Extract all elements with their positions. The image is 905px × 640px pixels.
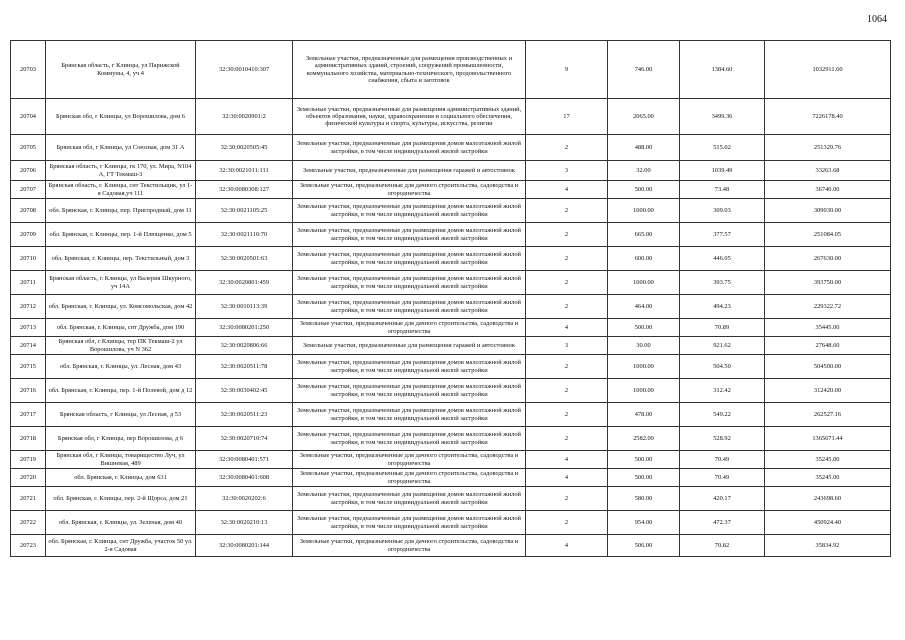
table-row	[11, 427, 891, 451]
row-number-cell: 20716	[11, 379, 46, 403]
area-cell: 506.00	[608, 535, 680, 557]
cadastral-value-cell: 35245.00	[765, 451, 891, 469]
group-number-cell: 9	[526, 41, 608, 99]
area-cell: 600.00	[608, 247, 680, 271]
cadastral-value-cell: 251329.76	[765, 135, 891, 161]
group-number-cell: 2	[526, 199, 608, 223]
address-cell: обл. Брянская, г. Клинцы, пер. 1-й Плющенко, дом 5	[46, 223, 196, 247]
area-cell: 478.00	[608, 403, 680, 427]
row-number-cell: 20707	[11, 181, 46, 199]
area-cell: 32.00	[608, 161, 680, 181]
table-row	[11, 319, 891, 337]
group-number-cell: 4	[526, 451, 608, 469]
area-cell: 2582.00	[608, 427, 680, 451]
table-row	[11, 511, 891, 535]
address-cell: Брянская обл, г Клинцы, ул Союзная, дом 31 А	[46, 135, 196, 161]
group-number-cell: 4	[526, 319, 608, 337]
table-row	[11, 487, 891, 511]
table-row	[11, 99, 891, 135]
cadastral-number-cell: 32:30:0020801:459	[196, 271, 293, 295]
land-use-cell: Земельные участки, предназначенные для дачного строительства, садоводства и огородничества	[293, 469, 526, 487]
area-cell: 665.00	[608, 223, 680, 247]
specific-value-cell: 3499.36	[680, 99, 765, 135]
area-cell: 2065.00	[608, 99, 680, 135]
group-number-cell: 2	[526, 247, 608, 271]
table-row	[11, 135, 891, 161]
row-number-cell: 20703	[11, 41, 46, 99]
row-number-cell: 20714	[11, 337, 46, 355]
cadastral-number-cell: 32:30:0021110:70	[196, 223, 293, 247]
area-cell: 746.00	[608, 41, 680, 99]
group-number-cell: 2	[526, 223, 608, 247]
row-number-cell: 20711	[11, 271, 46, 295]
address-cell: обл. Брянская, г. Клинцы, ул. Лесная, дом 43	[46, 355, 196, 379]
page-number: 1064	[867, 14, 887, 25]
land-use-cell: Земельные участки, предназначенные для размещения административных зданий, объектов образования, науки, здравоохранения и социального обеспечения, физической культуры и спорта, культуры, искусства, религии	[293, 99, 526, 135]
group-number-cell: 4	[526, 535, 608, 557]
cadastral-number-cell: 32:30:0021105:25	[196, 199, 293, 223]
group-number-cell: 2	[526, 511, 608, 535]
cadastral-value-cell: 35245.00	[765, 469, 891, 487]
specific-value-cell: 504.50	[680, 355, 765, 379]
address-cell: обл. Брянская, г. Клинцы, пер. Текстильный, дом 3	[46, 247, 196, 271]
address-cell: обл. Брянская, г. Клинцы, пер. 1-й Полевой, дом д 12	[46, 379, 196, 403]
cadastral-number-cell: 32:30:0020505:45	[196, 135, 293, 161]
land-use-cell: Земельные участки, предназначенные для размещения домов малоэтажной жилой застройки, в том числе индивидуальной жилой застройки	[293, 199, 526, 223]
area-cell: 500.00	[608, 469, 680, 487]
cadastral-number-cell: 32:30:0020501:63	[196, 247, 293, 271]
row-number-cell: 20710	[11, 247, 46, 271]
land-use-cell: Земельные участки, предназначенные для размещения домов малоэтажной жилой застройки, в том числе индивидуальной жилой застройки	[293, 135, 526, 161]
specific-value-cell: 70.49	[680, 469, 765, 487]
cadastral-value-cell: 36740.00	[765, 181, 891, 199]
cadastral-number-cell: 32:30:0020511:78	[196, 355, 293, 379]
cadastral-value-cell: 35445.00	[765, 319, 891, 337]
row-number-cell: 20712	[11, 295, 46, 319]
land-use-cell: Земельные участки, предназначенные для дачного строительства, садоводства и огородничества	[293, 319, 526, 337]
table-row	[11, 355, 891, 379]
address-cell: обл. Брянская, г. Клинцы, дом 631	[46, 469, 196, 487]
group-number-cell: 2	[526, 403, 608, 427]
area-cell: 500.00	[608, 451, 680, 469]
specific-value-cell: 309.03	[680, 199, 765, 223]
specific-value-cell: 1039.49	[680, 161, 765, 181]
address-cell: Брянская область, г Клинцы, ул Лесная, д 53	[46, 403, 196, 427]
land-use-cell: Земельные участки, предназначенные для размещения домов малоэтажной жилой застройки, в том числе индивидуальной жилой застройки	[293, 427, 526, 451]
group-number-cell: 4	[526, 469, 608, 487]
specific-value-cell: 420.17	[680, 487, 765, 511]
land-use-cell: Земельные участки, предназначенные для дачного строительства, садоводства и огородничества	[293, 451, 526, 469]
cadastral-value-cell: 243698.60	[765, 487, 891, 511]
cadastral-number-cell: 32:30:0020901:2	[196, 99, 293, 135]
cadastral-value-cell: 504500.00	[765, 355, 891, 379]
cadastral-value-cell: 1032911.60	[765, 41, 891, 99]
group-number-cell: 3	[526, 161, 608, 181]
cadastral-value-cell: 312420.00	[765, 379, 891, 403]
table-row	[11, 535, 891, 557]
specific-value-cell: 73.48	[680, 181, 765, 199]
area-cell: 1000.00	[608, 271, 680, 295]
table-row	[11, 271, 891, 295]
cadastral-value-cell: 450924.40	[765, 511, 891, 535]
cadastral-value-cell: 35834.92	[765, 535, 891, 557]
table-row	[11, 247, 891, 271]
cadastral-value-cell: 229322.72	[765, 295, 891, 319]
row-number-cell: 20715	[11, 355, 46, 379]
group-number-cell: 2	[526, 271, 608, 295]
address-cell: Брянская область, г Клинцы, гк 170, ул. Мира, N104 А, ГТ Текмаш-3	[46, 161, 196, 181]
cadastral-number-cell: 32:30:0080201:144	[196, 535, 293, 557]
area-cell: 1000.00	[608, 379, 680, 403]
row-number-cell: 20706	[11, 161, 46, 181]
row-number-cell: 20719	[11, 451, 46, 469]
cadastral-number-cell: 32:30:0010113:39	[196, 295, 293, 319]
table-row	[11, 403, 891, 427]
cadastral-value-cell: 27648.60	[765, 337, 891, 355]
row-number-cell: 20717	[11, 403, 46, 427]
area-cell: 580.00	[608, 487, 680, 511]
land-use-cell: Земельные участки, предназначенные для дачного строительства, садоводства и огородничества	[293, 535, 526, 557]
row-number-cell: 20723	[11, 535, 46, 557]
land-use-cell: Земельные участки, предназначенные для размещения домов малоэтажной жилой застройки, в том числе индивидуальной жилой застройки	[293, 379, 526, 403]
specific-value-cell: 70.82	[680, 535, 765, 557]
address-cell: обл. Брянская, г. Клинцы, ул. Зеленая, дом 40	[46, 511, 196, 535]
table-row	[11, 223, 891, 247]
group-number-cell: 17	[526, 99, 608, 135]
cadastral-number-cell: 32:30:0030402:45	[196, 379, 293, 403]
table-row	[11, 199, 891, 223]
cadastral-number-cell: 32:30:0080401:571	[196, 451, 293, 469]
row-number-cell: 20708	[11, 199, 46, 223]
row-number-cell: 20709	[11, 223, 46, 247]
specific-value-cell: 446.05	[680, 247, 765, 271]
cadastral-value-cell: 251084.05	[765, 223, 891, 247]
specific-value-cell: 70.49	[680, 451, 765, 469]
specific-value-cell: 494.23	[680, 295, 765, 319]
cadastral-number-cell: 32:30:0020511:23	[196, 403, 293, 427]
cadastral-number-cell: 32:30:0080308:127	[196, 181, 293, 199]
cadastral-value-cell: 33263.68	[765, 161, 891, 181]
address-cell: Брянская обл, г Клинцы, тер ПК Текмаш-2 ул Ворошилова, уч N 362	[46, 337, 196, 355]
land-use-cell: Земельные участки, предназначенные для дачного строительства, садоводства и огородничества	[293, 181, 526, 199]
group-number-cell: 3	[526, 337, 608, 355]
row-number-cell: 20720	[11, 469, 46, 487]
address-cell: обл. Брянская, г. Клинцы, ул. Комсомольская, дом 42	[46, 295, 196, 319]
area-cell: 464.00	[608, 295, 680, 319]
cadastral-value-cell: 7226178.40	[765, 99, 891, 135]
specific-value-cell: 70.89	[680, 319, 765, 337]
row-number-cell: 20721	[11, 487, 46, 511]
land-use-cell: Земельные участки, предназначенные для размещения домов малоэтажной жилой застройки, в том числе индивидуальной жилой застройки	[293, 355, 526, 379]
cadastral-value-cell: 262527.16	[765, 403, 891, 427]
cadastral-number-cell: 32:30:0021011:111	[196, 161, 293, 181]
area-cell: 1000.00	[608, 355, 680, 379]
address-cell: обл. Брянская, г. Клинцы, снт Дружба, участок 50 ул. 2-я Садовая	[46, 535, 196, 557]
table-row	[11, 295, 891, 319]
cadastral-number-cell: 32:30:0010410:307	[196, 41, 293, 99]
row-number-cell: 20722	[11, 511, 46, 535]
area-cell: 500.00	[608, 181, 680, 199]
table-row	[11, 337, 891, 355]
group-number-cell: 2	[526, 355, 608, 379]
specific-value-cell: 472.37	[680, 511, 765, 535]
cadastral-number-cell: 32:30:0080201:250	[196, 319, 293, 337]
group-number-cell: 2	[526, 427, 608, 451]
cadastral-value-table	[10, 40, 891, 557]
cadastral-value-cell: 309030.00	[765, 199, 891, 223]
land-use-cell: Земельные участки, предназначенные для размещения домов малоэтажной жилой застройки, в том числе индивидуальной жилой застройки	[293, 487, 526, 511]
table-row	[11, 181, 891, 199]
group-number-cell: 2	[526, 487, 608, 511]
row-number-cell: 20705	[11, 135, 46, 161]
specific-value-cell: 549.22	[680, 403, 765, 427]
specific-value-cell: 377.57	[680, 223, 765, 247]
group-number-cell: 2	[526, 295, 608, 319]
address-cell: Брянская область, г. Клинцы, снт Текстильщик, ул 1-я Садовая,уч 111	[46, 181, 196, 199]
area-cell: 30.00	[608, 337, 680, 355]
address-cell: обл. Брянская, г. Клинцы, снт Дружба, дом 190	[46, 319, 196, 337]
cadastral-value-cell: 1365671.44	[765, 427, 891, 451]
row-number-cell: 20704	[11, 99, 46, 135]
specific-value-cell: 312.42	[680, 379, 765, 403]
group-number-cell: 2	[526, 135, 608, 161]
table-row	[11, 161, 891, 181]
table-body	[11, 41, 891, 557]
address-cell: Брянская обл, г Клинцы, пер Ворошилова, д 6	[46, 427, 196, 451]
address-cell: Брянская обл, г Клинцы, товарищество Луч, ул Вишневая, 489	[46, 451, 196, 469]
cadastral-number-cell: 32:30:0020202:6	[196, 487, 293, 511]
land-use-cell: Земельные участки, предназначенные для размещения гаражей и автостоянок	[293, 337, 526, 355]
specific-value-cell: 528.92	[680, 427, 765, 451]
row-number-cell: 20718	[11, 427, 46, 451]
land-use-cell: Земельные участки, предназначенные для размещения производственных и административных зданий, строений, сооружений промышленности, коммунального хозяйства, материально-технического, продовольственного снабжения, сбыта и заготовок	[293, 41, 526, 99]
table-row	[11, 469, 891, 487]
area-cell: 500.00	[608, 319, 680, 337]
land-use-cell: Земельные участки, предназначенные для размещения домов малоэтажной жилой застройки, в том числе индивидуальной жилой застройки	[293, 271, 526, 295]
group-number-cell: 2	[526, 379, 608, 403]
land-use-cell: Земельные участки, предназначенные для размещения гаражей и автостоянок	[293, 161, 526, 181]
cadastral-number-cell: 32:30:0020710:74	[196, 427, 293, 451]
land-use-cell: Земельные участки, предназначенные для размещения домов малоэтажной жилой застройки, в том числе индивидуальной жилой застройки	[293, 295, 526, 319]
cadastral-number-cell: 32:30:0080401:608	[196, 469, 293, 487]
table-row	[11, 451, 891, 469]
table-row	[11, 379, 891, 403]
address-cell: Брянская обл, г Клинцы, ул Ворошилова, дом 6	[46, 99, 196, 135]
specific-value-cell: 921.62	[680, 337, 765, 355]
table-row	[11, 41, 891, 99]
specific-value-cell: 1384.60	[680, 41, 765, 99]
area-cell: 488.00	[608, 135, 680, 161]
address-cell: обл. Брянская, г. Клинцы, пер. 2-й Щорса, дом 21	[46, 487, 196, 511]
land-use-cell: Земельные участки, предназначенные для размещения домов малоэтажной жилой застройки, в том числе индивидуальной жилой застройки	[293, 511, 526, 535]
address-cell: Брянская область, г. Клинцы, ул Валерия Шкурного, уч 14А	[46, 271, 196, 295]
address-cell: обл. Брянская, г. Клинцы, пер. Пригородный, дом 11	[46, 199, 196, 223]
specific-value-cell: 515.02	[680, 135, 765, 161]
cadastral-value-cell: 393750.00	[765, 271, 891, 295]
land-use-cell: Земельные участки, предназначенные для размещения домов малоэтажной жилой застройки, в том числе индивидуальной жилой застройки	[293, 223, 526, 247]
cadastral-number-cell: 32:30:0020806:66	[196, 337, 293, 355]
address-cell: Брянская область, г Клинцы, ул Парижской Коммуны, 4, уч 4	[46, 41, 196, 99]
row-number-cell: 20713	[11, 319, 46, 337]
cadastral-value-cell: 267630.00	[765, 247, 891, 271]
area-cell: 1000.00	[608, 199, 680, 223]
land-use-cell: Земельные участки, предназначенные для размещения домов малоэтажной жилой застройки, в том числе индивидуальной жилой застройки	[293, 403, 526, 427]
land-use-cell: Земельные участки, предназначенные для размещения домов малоэтажной жилой застройки, в том числе индивидуальной жилой застройки	[293, 247, 526, 271]
area-cell: 954.00	[608, 511, 680, 535]
cadastral-number-cell: 32:30:0020210:13	[196, 511, 293, 535]
specific-value-cell: 393.75	[680, 271, 765, 295]
group-number-cell: 4	[526, 181, 608, 199]
